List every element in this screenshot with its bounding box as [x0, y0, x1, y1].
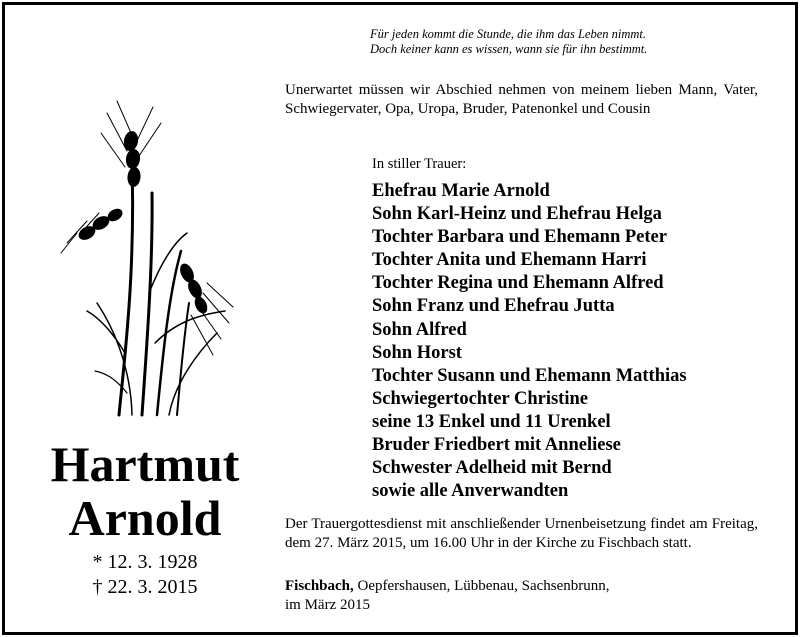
mourner-item: seine 13 Enkel und 11 Urenkel — [372, 411, 611, 432]
last-name: Arnold — [68, 490, 222, 546]
mourner-item: Bruder Friedbert mit Anneliese — [372, 435, 621, 456]
place-date — [285, 577, 758, 615]
place-town: Fischbach, — [285, 578, 354, 594]
service-info: Der Trauergottesdienst mit anschließender Urnenbeisetzung findet am Freitag, dem 27. März 2015, um 16.00 Uhr in der Kirche zu Fischbach statt. — [285, 516, 758, 551]
wheat-ears-icon — [57, 93, 237, 418]
mourner-item: sowie alle Anverwandten — [372, 481, 569, 502]
death-date: † 22. 3. 2015 — [92, 576, 198, 598]
mourner-item: Tochter Anita und Ehemann Harri — [372, 250, 647, 271]
place-others: Oepfershausen, Lübbenau, Sachsenbrunn, — [353, 578, 610, 594]
mourner-item: Sohn Franz und Ehefrau Jutta — [372, 296, 615, 317]
first-name: Hartmut — [50, 436, 240, 492]
obituary-notice — [2, 2, 798, 635]
place-date-text: im März 2015 — [285, 597, 370, 613]
mourner-item: Tochter Regina und Ehemann Alfred — [372, 273, 664, 294]
mourner-item: Tochter Barbara und Ehemann Peter — [372, 227, 667, 248]
birth-date: * 12. 3. 1928 — [92, 551, 198, 573]
quote-line-1: Für jeden kommt die Stunde, die ihm das Leben nimmt. — [370, 27, 646, 41]
mourners-list — [372, 180, 687, 503]
mourner-item: Tochter Susann und Ehemann Matthias — [372, 365, 687, 386]
life-dates — [5, 550, 285, 600]
mourner-item: Sohn Horst — [372, 342, 462, 363]
quote-line-2: Doch keiner kann es wissen, wann sie für ihn bestimmt. — [370, 42, 648, 56]
mourner-item: Schwester Adelheid mit Bernd — [372, 458, 612, 479]
mourner-item: Schwiegertochter Christine — [372, 388, 588, 409]
mourning-label: In stiller Trauer: — [372, 156, 467, 172]
memorial-quote — [370, 27, 730, 57]
intro-text: Unerwartet müssen wir Abschied nehmen von meinem lieben Mann, Vater, Schwiegervater, Opa, Uropa, Bruder, Patenonkel und Cousin — [285, 82, 758, 117]
mourner-item: Ehefrau Marie Arnold — [372, 181, 550, 201]
deceased-name — [5, 437, 285, 545]
mourner-item: Sohn Alfred — [372, 319, 467, 340]
mourner-item: Sohn Karl-Heinz und Ehefrau Helga — [372, 204, 662, 225]
